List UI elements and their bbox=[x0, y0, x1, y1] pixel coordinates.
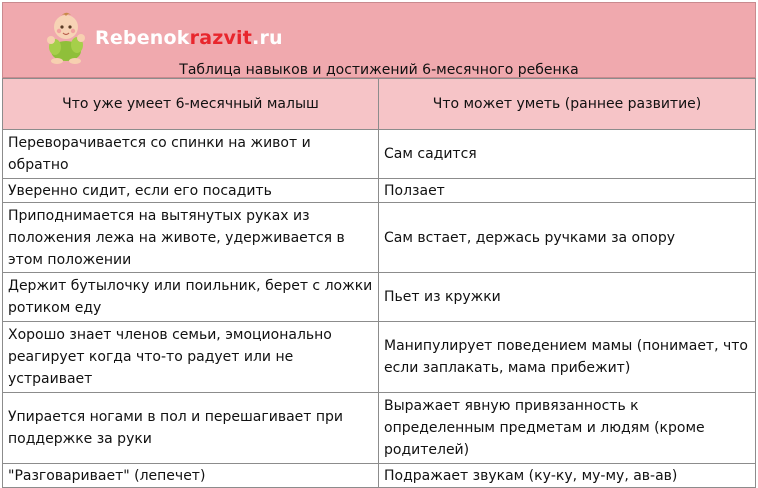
site-logo[interactable] bbox=[39, 7, 289, 63]
column-header-current-skills: Что уже умеет 6-месячный малыш bbox=[3, 79, 379, 130]
table-cell: Пьет из кружки bbox=[379, 273, 756, 322]
site-logo-text bbox=[95, 27, 283, 49]
table-header-banner bbox=[2, 2, 756, 78]
logo-text-part2: razvit bbox=[189, 27, 253, 49]
column-header-row bbox=[3, 79, 756, 130]
table-cell: Уверенно сидит, если его посадить bbox=[3, 179, 379, 203]
table-cell: Манипулирует поведением мамы (понимает, что если заплакать, мама прибежит) bbox=[379, 322, 756, 393]
table-cell: Приподнимается на вытянутых руках из положения лежа на животе, удерживается в этом положении bbox=[3, 203, 379, 273]
table-row bbox=[3, 130, 756, 179]
table-cell: Выражает явную привязанность к определенным предметам и людям (кроме родителей) bbox=[379, 393, 756, 464]
baby-mascot-icon bbox=[39, 7, 97, 65]
table-row bbox=[3, 273, 756, 322]
table-row bbox=[3, 179, 756, 203]
table-cell: Ползает bbox=[379, 179, 756, 203]
table-row bbox=[3, 203, 756, 273]
table-title: Таблица навыков и достижений 6-месячного ребенка bbox=[179, 62, 579, 78]
table-cell: Сам встает, держась ручками за опору bbox=[379, 203, 756, 273]
table-cell: Хорошо знает членов семьи, эмоционально реагирует когда что-то радует или не устраивает bbox=[3, 322, 379, 393]
table-row bbox=[3, 464, 756, 488]
table-cell: "Разговаривает" (лепечет) bbox=[3, 464, 379, 488]
table-cell: Упирается ногами в пол и перешагивает при поддержке за руки bbox=[3, 393, 379, 464]
logo-text-part3: .ru bbox=[252, 27, 283, 49]
table-cell: Держит бутылочку или поильник, берет с ложки ротиком еду bbox=[3, 273, 379, 322]
skills-table bbox=[2, 78, 756, 488]
column-header-early-development: Что может уметь (раннее развитие) bbox=[379, 79, 756, 130]
table-row bbox=[3, 322, 756, 393]
logo-text-part1: Rebenok bbox=[95, 27, 190, 49]
table-cell: Сам садится bbox=[379, 130, 756, 179]
table-cell: Подражает звукам (ку-ку, му-му, ав-ав) bbox=[379, 464, 756, 488]
table-row bbox=[3, 393, 756, 464]
table-cell: Переворачивается со спинки на живот и обратно bbox=[3, 130, 379, 179]
